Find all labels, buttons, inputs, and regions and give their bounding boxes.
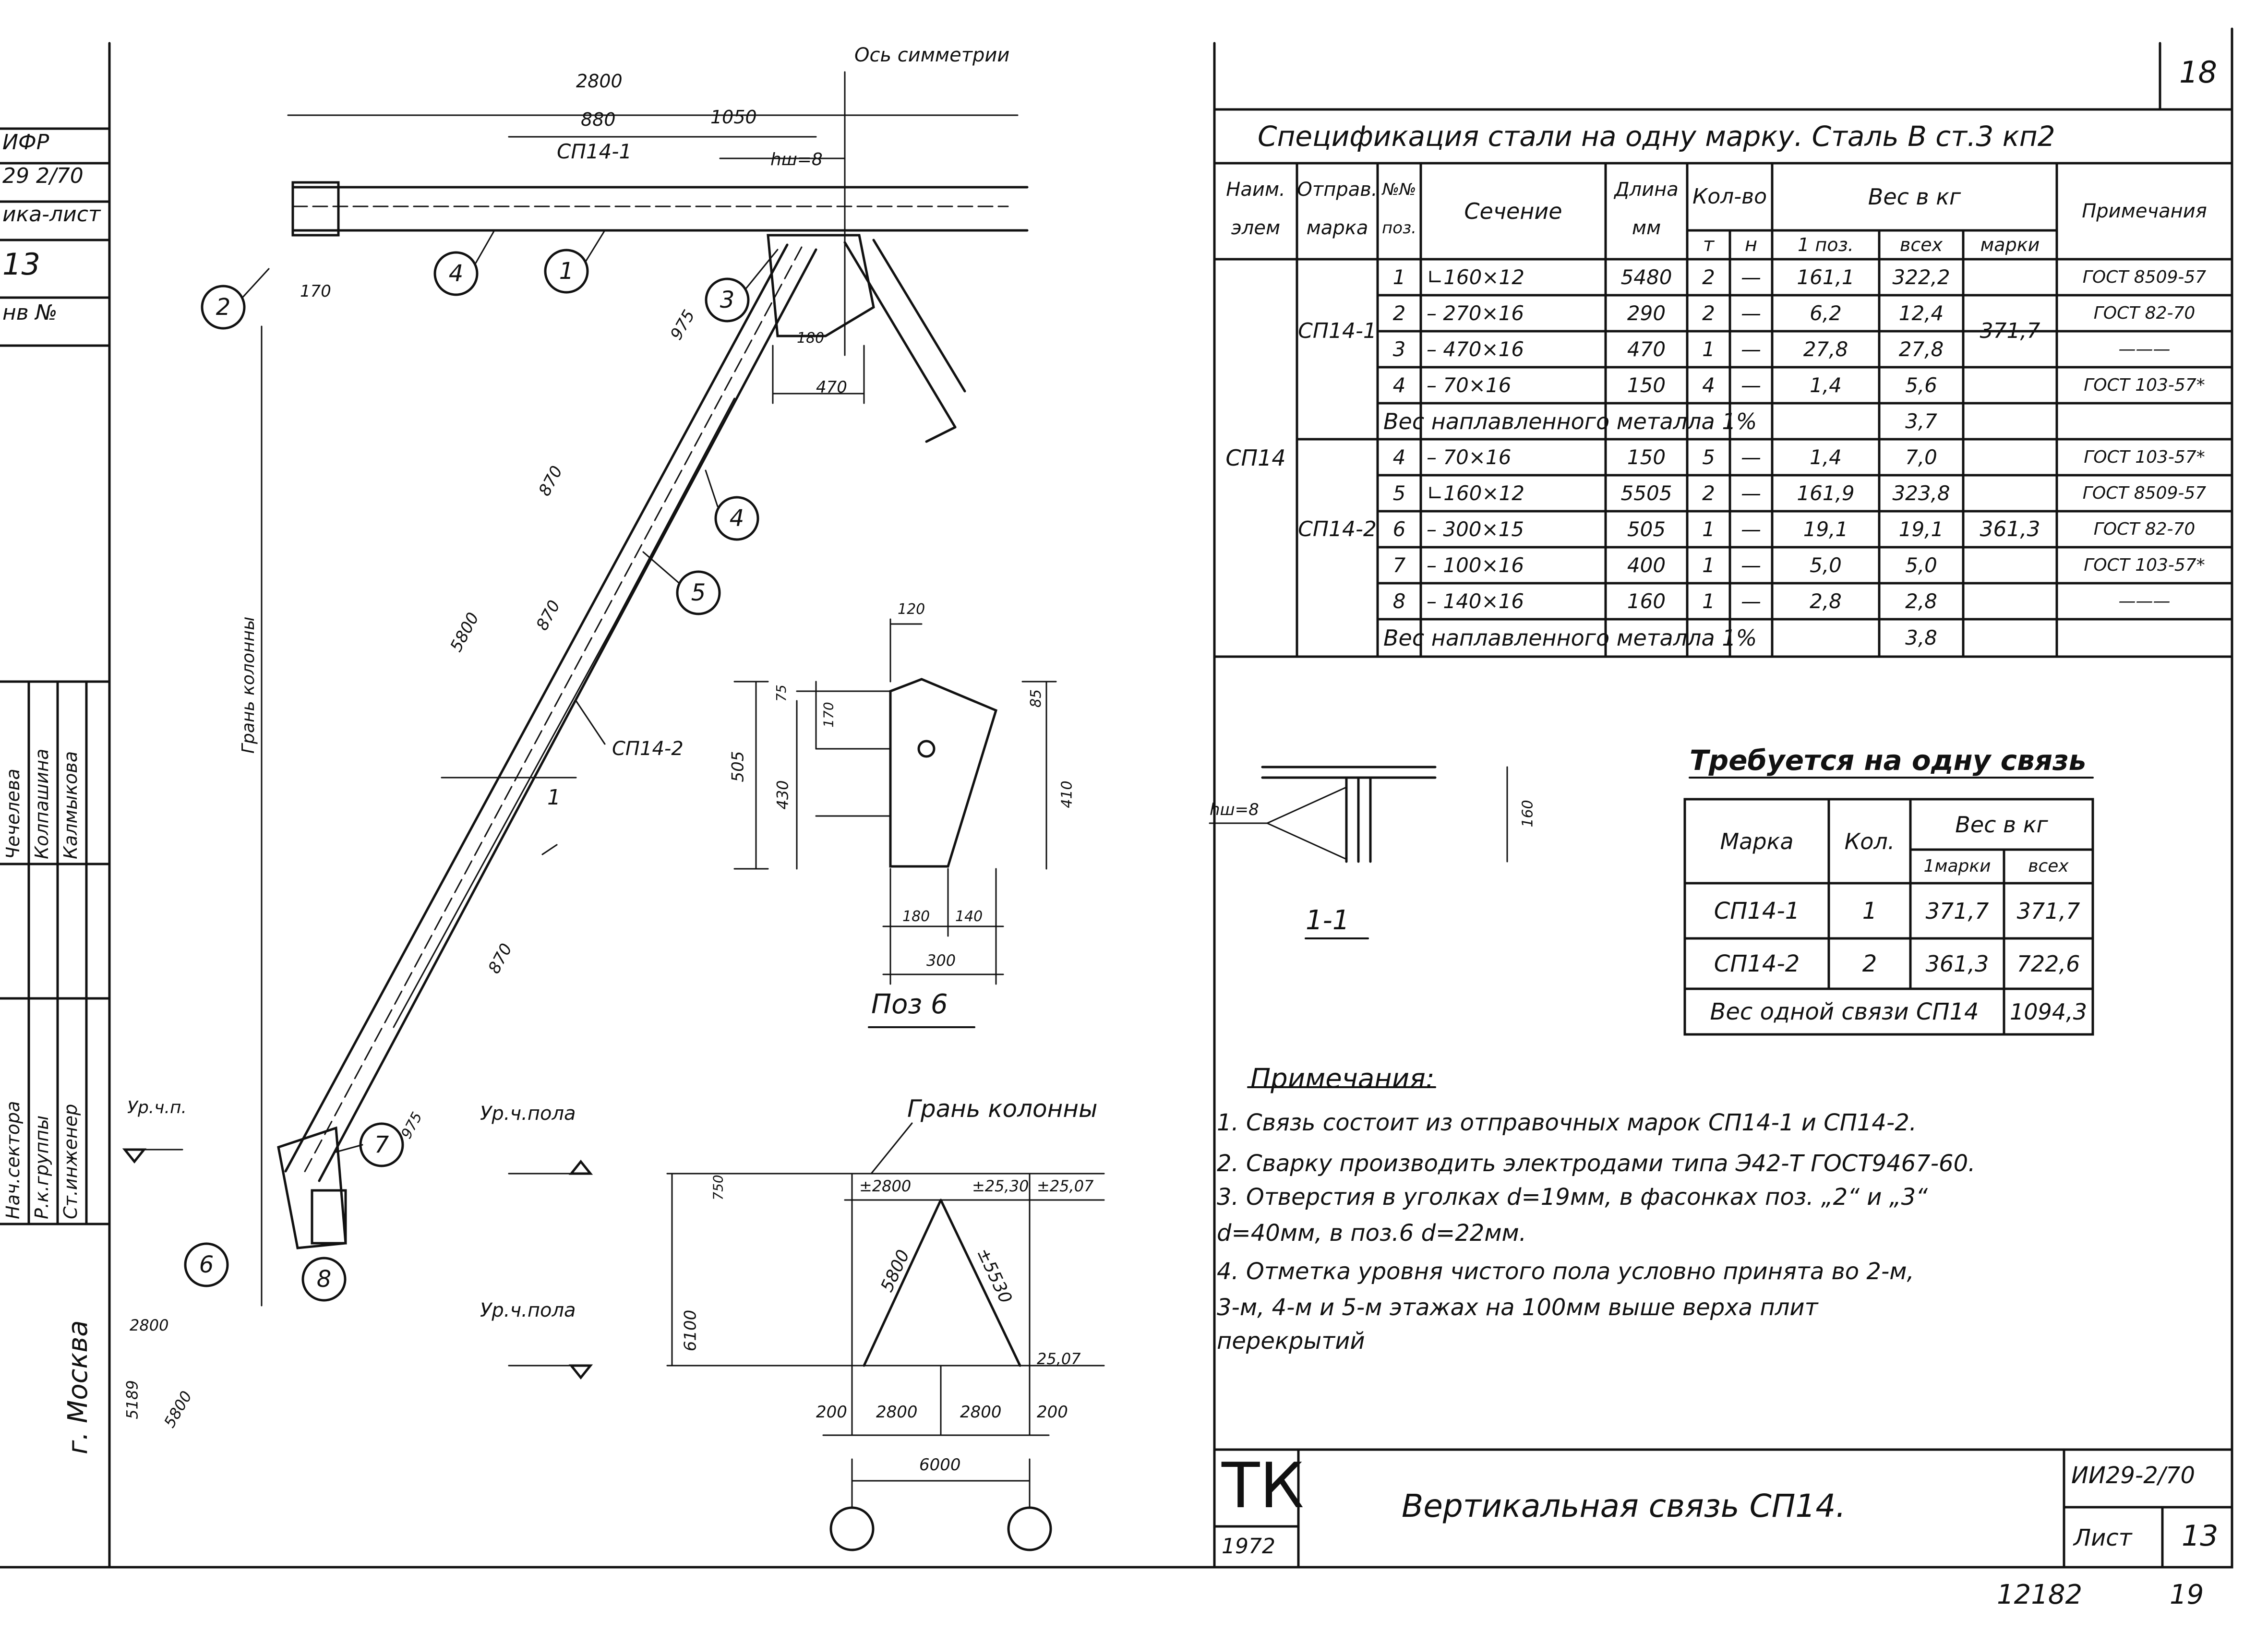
column-marker-left: [831, 1508, 873, 1550]
label-hw8b: hш=8: [1210, 800, 1259, 819]
stamp-name-1: Чечелева: [2, 768, 24, 859]
note-line: 3. Отверстия в уголках d=19мм, в фасонках поз. „2“ и „3“: [1217, 1184, 1928, 1211]
spec-markweight-2: 361,3: [1980, 516, 2040, 541]
dim-120: 120: [898, 601, 925, 618]
dim-870c: 870: [484, 940, 516, 977]
spec-row-note: ГОСТ 103-57*: [2084, 375, 2205, 395]
spec-row-w1: 1,4: [1810, 373, 1842, 397]
hdr-naim-2: элем: [1231, 217, 1281, 239]
dim-975a: 975: [666, 306, 699, 344]
hdr-qty: Кол-во: [1692, 184, 1767, 209]
spec-row-t: 1: [1702, 337, 1715, 361]
spec-row-pos: 5: [1392, 481, 1406, 505]
req-total-label: Вес одной связи СП14: [1710, 998, 1979, 1025]
margin-code-3: ика-лист: [2, 202, 101, 227]
callout-4: 4: [448, 260, 464, 287]
req-h-weight: Вес в кг: [1955, 811, 2048, 838]
spec-row-n: —: [1741, 481, 1761, 505]
spec-row-note: ГОСТ 103-57*: [2084, 447, 2205, 467]
label-ur-ch-pola-1: Ур.ч.пола: [480, 1103, 576, 1125]
req-row-qty: 2: [1862, 950, 1877, 977]
spec-row-wall: 12,4: [1898, 301, 1944, 325]
spec-row-pos: 7: [1392, 553, 1406, 577]
stamp-name-2: Колпашина: [31, 748, 52, 859]
hdr-weight: Вес в кг: [1868, 184, 1961, 210]
spec-row-wall: 5,0: [1905, 553, 1937, 577]
spec-row-w1: 2,8: [1810, 589, 1842, 613]
spec-row-section: ∟160×12: [1427, 481, 1524, 505]
spec-row-t: 1: [1702, 553, 1715, 577]
spec-row-section: – 470×16: [1427, 337, 1524, 361]
dim-750: 750: [710, 1175, 726, 1200]
label-section-mark-1: 1: [547, 785, 561, 810]
spec-row-pos: 2: [1392, 301, 1406, 325]
label-hw8: hш=8: [770, 150, 823, 169]
hdr-pos-2: поз.: [1382, 218, 1416, 238]
req-h-qty: Кол.: [1844, 828, 1895, 854]
dim-5530: ±5530: [973, 1245, 1016, 1307]
spec-row-section: ∟160×12: [1427, 265, 1524, 289]
note-line: перекрытий: [1217, 1328, 1365, 1355]
hdr-otprav-1: Отправ.: [1297, 179, 1378, 201]
spec-row-note: ГОСТ 82-70: [2093, 519, 2196, 539]
spec-row-length: 160: [1627, 589, 1666, 613]
spec-title: Спецификация стали на одну марку. Сталь В ст.3 кп2: [1258, 120, 2055, 153]
spec-row-t: 2: [1702, 301, 1715, 325]
spec-row-length: 5480: [1620, 265, 1672, 289]
level-2507: ±25,07: [1037, 1177, 1094, 1195]
poz6-hole: [919, 741, 934, 756]
dim-b2800a: 2800: [876, 1403, 918, 1422]
bottom-number-2: 19: [2170, 1579, 2204, 1610]
note-line: 4. Отметка уровня чистого пола условно принята во 2-м,: [1217, 1258, 1914, 1285]
diag-angle-b: [319, 250, 816, 1181]
sheet-label: Лист: [2074, 1524, 2132, 1551]
label-ur-ch-p: Ур.ч.п.: [127, 1098, 187, 1117]
spec-weld-value-2: 3,8: [1905, 626, 1937, 649]
dim-180b: 180: [797, 330, 825, 347]
spec-row-t: 4: [1702, 373, 1715, 397]
req-row-all: 371,7: [2016, 898, 2080, 924]
dim-880: 880: [581, 109, 616, 130]
req-h-one: 1марки: [1923, 856, 1991, 876]
hdr-w-pos: 1 поз.: [1798, 234, 1854, 255]
dim-b2800b: 2800: [960, 1403, 1002, 1422]
req-row-mark: СП14-2: [1714, 950, 1800, 977]
spec-row-length: 150: [1627, 445, 1666, 469]
hdr-note: Примечания: [2082, 200, 2207, 222]
spec-row-n: —: [1741, 445, 1761, 469]
spec-row-w1: 19,1: [1803, 517, 1848, 541]
req-row-all: 722,6: [2016, 950, 2080, 977]
dim-470: 470: [816, 378, 847, 397]
stamp-name-3: Калмыкова: [60, 751, 81, 859]
spec-row-section: – 100×16: [1427, 553, 1524, 577]
label-grani-kolonny-2: Грань колонны: [907, 1095, 1098, 1123]
spec-row-pos: 4: [1392, 373, 1406, 397]
spec-row-section: – 270×16: [1427, 301, 1524, 325]
dim-410: 410: [1058, 780, 1076, 808]
dim-180: 180: [902, 908, 930, 925]
dim-170: 170: [300, 282, 331, 301]
spec-row-t: 2: [1702, 265, 1715, 289]
spec-weld-label-1: Вес наплавленного металла 1%: [1383, 408, 1757, 434]
dim-5189: 5189: [123, 1380, 142, 1419]
label-sp14-2: СП14-2: [612, 738, 684, 760]
dim-505: 505: [728, 751, 748, 782]
level-2530: ±25,30: [972, 1177, 1029, 1195]
spec-row-section: – 140×16: [1427, 589, 1524, 613]
spec-row-w1: 1,4: [1810, 445, 1842, 469]
req-row-qty: 1: [1862, 897, 1877, 924]
spec-row-wall: 2,8: [1905, 589, 1937, 613]
dim-5800c: 5800: [877, 1247, 914, 1295]
dim-870b: 870: [532, 597, 564, 634]
spec-row-n: —: [1741, 373, 1761, 397]
hdr-otprav-2: марка: [1306, 217, 1368, 239]
spec-row-n: —: [1741, 301, 1761, 325]
spec-row-t: 1: [1702, 517, 1715, 541]
label-poz6: Поз 6: [871, 989, 948, 1020]
tk-year: 1972: [1222, 1534, 1275, 1559]
callout-6: 6: [199, 1251, 214, 1278]
dim-b200b: 200: [1037, 1403, 1068, 1422]
spec-row-pos: 8: [1392, 589, 1406, 613]
spec-row-length: 470: [1627, 337, 1666, 361]
spec-row-wall: 322,2: [1892, 265, 1950, 289]
dim-870a: 870: [535, 462, 567, 500]
spec-row-t: 2: [1702, 481, 1715, 505]
spec-row-w1: 27,8: [1803, 337, 1848, 361]
margin-code-5: нв №: [2, 300, 58, 325]
spec-row-note: ———: [2118, 339, 2171, 359]
spec-row-wall: 5,6: [1905, 373, 1937, 397]
dim-2800: 2800: [576, 71, 623, 92]
spec-row-n: —: [1741, 265, 1761, 289]
spec-row-n: —: [1741, 589, 1761, 613]
dim-170b: 170: [820, 702, 837, 728]
spec-row-length: 5505: [1620, 481, 1672, 505]
dim-5800b: 5800: [160, 1388, 196, 1431]
callout-1: 1: [559, 258, 574, 285]
spec-row-wall: 19,1: [1898, 517, 1944, 541]
dim-b6000: 6000: [919, 1455, 961, 1475]
spec-row-w1: 5,0: [1810, 553, 1842, 577]
spec-row-pos: 1: [1392, 265, 1406, 289]
spec-markweight-1: 371,7: [1980, 319, 2040, 343]
req-row-one: 361,3: [1925, 950, 1989, 977]
hdr-qty-t: т: [1703, 234, 1715, 256]
spec-mark-1: СП14-1: [1298, 319, 1377, 343]
req-row-one: 371,7: [1925, 898, 1989, 924]
callout-3: 3: [720, 287, 735, 313]
drawing-title: Вертикальная связь СП14.: [1402, 1488, 1846, 1524]
spec-row-t: 5: [1702, 445, 1715, 469]
spec-row-length: 290: [1627, 301, 1666, 325]
hdr-length-2: мм: [1632, 217, 1661, 239]
spec-weld-label-2: Вес наплавленного металла 1%: [1383, 625, 1757, 651]
dim-6100: 6100: [681, 1309, 700, 1352]
note-line: 2. Сварку производить электродами типа Э42-Т ГОСТ9467-60.: [1217, 1150, 1976, 1177]
callout-8: 8: [316, 1266, 332, 1293]
spec-row-section: – 70×16: [1427, 373, 1512, 397]
dim-430: 430: [773, 780, 792, 810]
spec-row-note: ———: [2118, 591, 2171, 611]
callout-7: 7: [374, 1131, 389, 1158]
spec-row-note: ГОСТ 82-70: [2093, 303, 2196, 323]
dim-5800: 5800: [446, 609, 483, 655]
spec-row-w1: 6,2: [1810, 301, 1842, 325]
dim-75: 75: [773, 684, 789, 702]
spec-row-n: —: [1741, 517, 1761, 541]
top-left-gusset: [293, 182, 338, 235]
spec-row-w1: 161,1: [1797, 265, 1855, 289]
hdr-w-mark: марки: [1980, 234, 2040, 255]
poz6-plate: [890, 679, 996, 866]
spec-row-w1: 161,9: [1797, 481, 1855, 505]
spec-row-section: – 300×15: [1427, 517, 1524, 541]
page-number-top: 18: [2179, 55, 2217, 90]
spec-row-wall: 7,0: [1905, 445, 1937, 469]
spec-row-pos: 3: [1392, 337, 1406, 361]
hdr-length-1: Длина: [1614, 179, 1679, 201]
callout-4b: 4: [729, 505, 744, 532]
stamp-role-1: Нач.сектора: [2, 1101, 24, 1219]
dim-975b: 975: [398, 1109, 426, 1142]
spec-row-note: ГОСТ 103-57*: [2084, 555, 2205, 575]
dim-b200a: 200: [816, 1403, 847, 1422]
spec-row-note: ГОСТ 8509-57: [2082, 483, 2207, 503]
column-marker-right: [1008, 1508, 1051, 1550]
bottom-number-1: 12182: [1997, 1579, 2083, 1610]
spec-row-pos: 6: [1392, 517, 1406, 541]
note-line: d=40мм, в поз.6 d=22мм.: [1217, 1220, 1527, 1247]
spec-row-length: 400: [1627, 553, 1666, 577]
callout-2: 2: [216, 294, 231, 321]
spec-row-section: – 70×16: [1427, 445, 1512, 469]
spec-row-wall: 27,8: [1898, 337, 1944, 361]
spec-row-wall: 323,8: [1892, 481, 1950, 505]
req-h-all: всех: [2028, 856, 2069, 876]
spec-row-length: 150: [1627, 373, 1666, 397]
spec-row-n: —: [1741, 553, 1761, 577]
note-line: 1. Связь состоит из отправочных марок СП14-1 и СП14-2.: [1217, 1109, 1917, 1136]
level-2800: ±2800: [859, 1177, 912, 1195]
dim-85: 85: [1028, 689, 1045, 708]
scheme-diag-left: [864, 1200, 941, 1366]
label-section-1-1: 1-1: [1306, 905, 1350, 936]
req-title: Требуется на одну связь: [1690, 744, 2087, 777]
label-grani-kolonny: Грань колонны: [239, 616, 258, 754]
callout-5: 5: [691, 579, 706, 606]
label-sp14-1: СП14-1: [557, 140, 632, 163]
spec-weld-value-1: 3,7: [1905, 409, 1937, 433]
stamp-role-2: Р.к.группы: [31, 1115, 52, 1219]
note-line: 3-м, 4-м и 5-м этажах на 100мм выше верха плит: [1217, 1294, 1818, 1321]
req-row-mark: СП14-1: [1714, 897, 1800, 924]
label-ur-ch-pola-2: Ур.ч.пола: [480, 1299, 576, 1321]
req-h-mark: Марка: [1720, 828, 1794, 854]
spec-mark-2: СП14-2: [1298, 516, 1377, 541]
level-2507b: 25,07: [1037, 1350, 1081, 1368]
dim-2800b: 2800: [130, 1316, 169, 1334]
spec-row-n: —: [1741, 337, 1761, 361]
spec-element: СП14: [1225, 445, 1286, 471]
spec-row-t: 1: [1702, 589, 1715, 613]
margin-code-4: 13: [2, 247, 40, 282]
sheet-number: 13: [2182, 1519, 2219, 1553]
dim-160: 160: [1519, 800, 1536, 828]
dim-140: 140: [955, 908, 983, 925]
dim-300: 300: [926, 951, 956, 970]
hdr-pos-1: №№: [1382, 180, 1416, 199]
label-axis-symmetry: Ось симметрии: [854, 44, 1010, 66]
dim-1050: 1050: [710, 107, 757, 128]
hdr-w-all: всех: [1899, 234, 1943, 255]
sheet-code: ИИ29-2/70: [2071, 1462, 2195, 1489]
notes-title: Примечания:: [1250, 1063, 1435, 1094]
hdr-section: Сечение: [1464, 198, 1562, 224]
spec-row-length: 505: [1627, 517, 1666, 541]
hdr-naim-1: Наим.: [1226, 179, 1285, 201]
tk-logo: ТК: [1222, 1449, 1304, 1522]
diag-angle-a: [286, 245, 787, 1171]
margin-code-1: ИФР: [2, 130, 49, 155]
stamp-role-3: Ст.инженер: [60, 1104, 81, 1219]
hdr-qty-n: н: [1744, 234, 1758, 256]
req-total: 1094,3: [2010, 998, 2087, 1025]
spec-row-note: ГОСТ 8509-57: [2082, 267, 2207, 287]
spec-row-pos: 4: [1392, 445, 1406, 469]
margin-code-2: 29 2/70: [2, 164, 84, 188]
city-label: г. Москва: [62, 1320, 94, 1454]
